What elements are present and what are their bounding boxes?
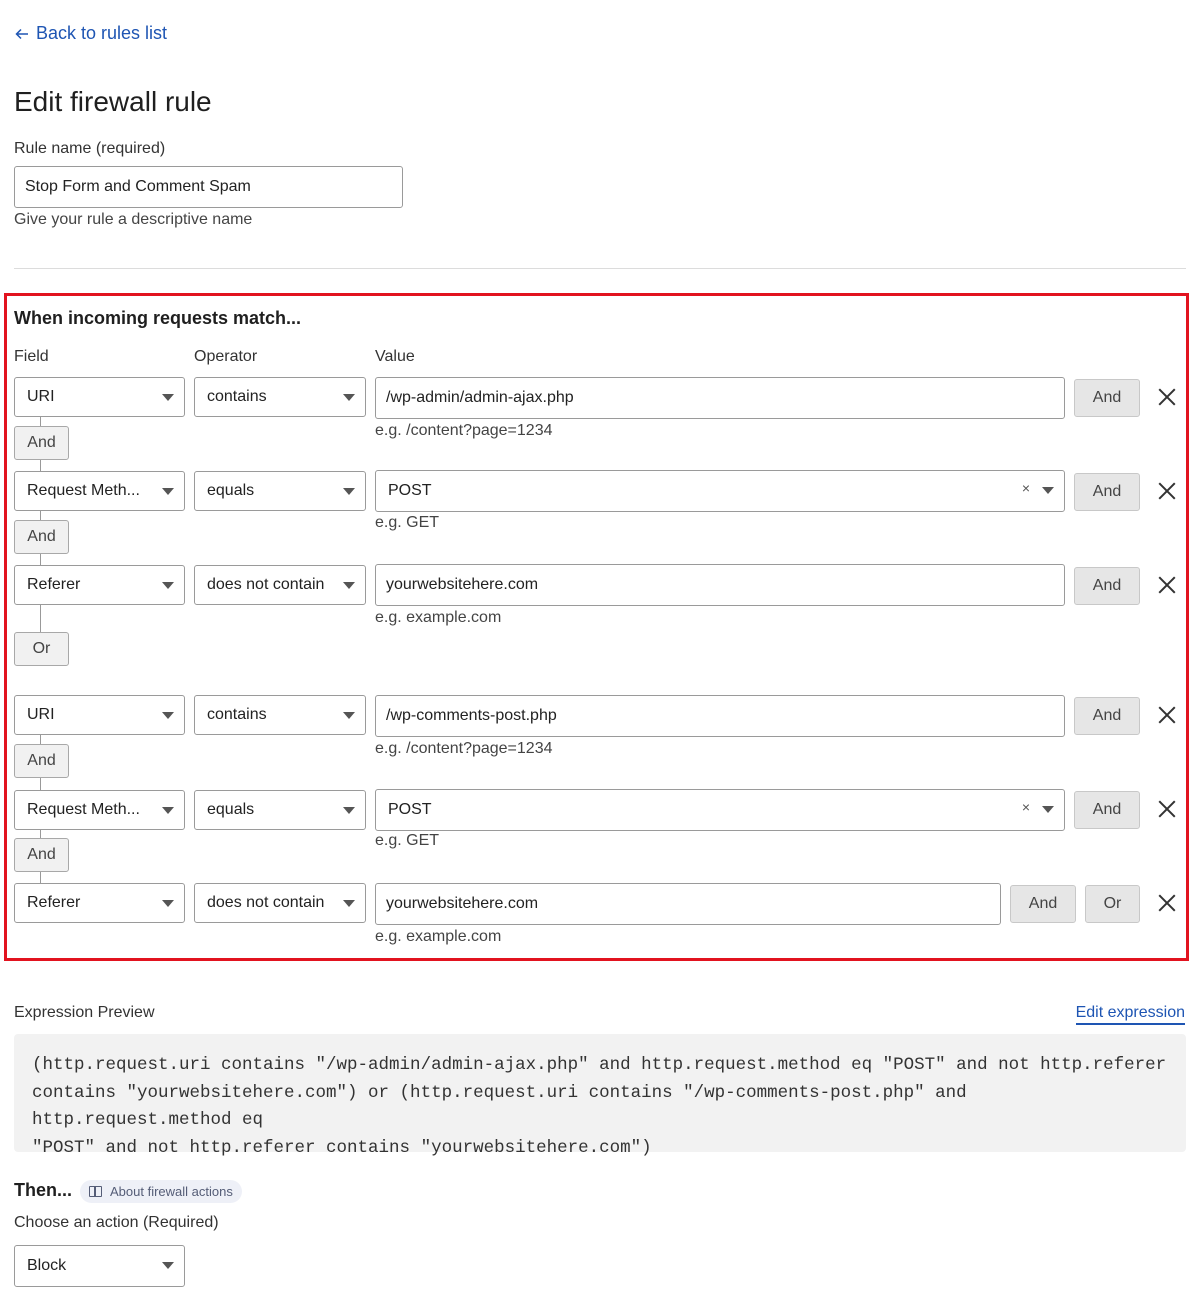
back-link-label: Back to rules list — [36, 23, 168, 43]
operator-select-value: contains — [207, 388, 267, 405]
field-select-value: Referer — [27, 894, 81, 911]
value-input[interactable]: yourwebsitehere.com — [375, 564, 1065, 606]
connector-line — [40, 778, 41, 790]
operator-select[interactable] — [194, 471, 366, 511]
value-hint: e.g. example.com — [375, 928, 502, 945]
value-select-value: POST — [388, 801, 432, 818]
add-and-button[interactable]: And — [1074, 567, 1140, 605]
action-select-value: Block — [27, 1257, 67, 1274]
dropdown-caret-icon — [1042, 487, 1054, 494]
clear-value-icon[interactable]: × — [1021, 799, 1030, 815]
field-select-value: Request Meth... — [27, 482, 140, 499]
then-section-title: Then... — [14, 1180, 72, 1200]
dropdown-caret-icon — [343, 807, 355, 814]
field-select-value: Request Meth... — [27, 801, 140, 818]
rule-name-label: Rule name (required) — [14, 140, 166, 157]
or-connector-button[interactable]: Or — [14, 632, 69, 666]
value-select[interactable] — [375, 789, 1065, 831]
value-input[interactable]: /wp-admin/admin-ajax.php — [375, 377, 1065, 419]
remove-condition-icon[interactable] — [1158, 576, 1176, 594]
remove-condition-icon[interactable] — [1158, 894, 1176, 912]
connector-line — [40, 605, 41, 632]
field-select[interactable] — [14, 471, 185, 511]
and-connector-button[interactable]: And — [14, 426, 69, 460]
rule-name-input[interactable]: Stop Form and Comment Spam — [14, 166, 403, 208]
arrow-left-icon — [14, 26, 30, 42]
field-select[interactable] — [14, 695, 185, 735]
action-select[interactable] — [14, 1245, 185, 1287]
remove-condition-icon[interactable] — [1158, 388, 1176, 406]
dropdown-caret-icon — [343, 488, 355, 495]
value-hint: e.g. GET — [375, 514, 440, 531]
field-select-value: URI — [27, 388, 55, 405]
value-hint: e.g. /content?page=1234 — [375, 422, 553, 439]
section-divider — [14, 268, 1186, 269]
operator-select[interactable] — [194, 565, 366, 605]
field-select[interactable] — [14, 377, 185, 417]
rule-name-help: Give your rule a descriptive name — [14, 211, 253, 228]
value-hint: e.g. example.com — [375, 609, 502, 626]
connector-line — [40, 735, 41, 744]
connector-line — [40, 511, 41, 520]
edit-expression-link[interactable]: Edit expression — [1076, 1004, 1185, 1025]
about-firewall-actions-label: About firewall actions — [110, 1184, 233, 1199]
expression-preview-label: Expression Preview — [14, 1004, 155, 1021]
operator-select[interactable] — [194, 377, 366, 417]
value-select-value: POST — [388, 482, 432, 499]
book-icon — [89, 1186, 102, 1197]
dropdown-caret-icon — [343, 582, 355, 589]
operator-select[interactable] — [194, 695, 366, 735]
match-section-title: When incoming requests match... — [14, 308, 302, 328]
connector-line — [40, 460, 41, 471]
operator-select-value: does not contain — [207, 576, 325, 593]
field-select[interactable] — [14, 565, 185, 605]
dropdown-caret-icon — [343, 394, 355, 401]
dropdown-caret-icon — [343, 900, 355, 907]
field-select[interactable] — [14, 883, 185, 923]
add-or-button[interactable]: Or — [1085, 885, 1140, 923]
and-connector-button[interactable]: And — [14, 744, 69, 778]
dropdown-caret-icon — [162, 807, 174, 814]
connector-line — [40, 554, 41, 565]
add-and-button[interactable]: And — [1010, 885, 1076, 923]
operator-select[interactable] — [194, 883, 366, 923]
operator-select-value: does not contain — [207, 894, 325, 911]
operator-column-header: Operator — [194, 348, 258, 365]
connector-line — [40, 830, 41, 838]
dropdown-caret-icon — [162, 488, 174, 495]
value-hint: e.g. /content?page=1234 — [375, 740, 553, 757]
about-firewall-actions-link[interactable] — [80, 1180, 242, 1203]
dropdown-caret-icon — [162, 394, 174, 401]
operator-select-value: equals — [207, 801, 255, 818]
add-and-button[interactable]: And — [1074, 379, 1140, 417]
add-and-button[interactable]: And — [1074, 473, 1140, 511]
connector-line — [40, 417, 41, 426]
dropdown-caret-icon — [1042, 806, 1054, 813]
back-to-rules-link[interactable] — [14, 23, 167, 44]
add-and-button[interactable]: And — [1074, 697, 1140, 735]
value-input[interactable]: yourwebsitehere.com — [375, 883, 1001, 925]
connector-line — [40, 872, 41, 883]
dropdown-caret-icon — [343, 712, 355, 719]
field-column-header: Field — [14, 348, 49, 365]
and-connector-button[interactable]: And — [14, 520, 69, 554]
clear-value-icon[interactable]: × — [1021, 480, 1030, 496]
expression-preview-code: (http.request.uri contains "/wp-admin/admin-ajax.php" and http.request.method eq "POST" and not http.referer contains "yourwebsitehere.com") or (http.request.uri contains "/wp-comments-post.php" and http.request.method eq "POST" and not http.referer contains "yourwebsitehere.com") — [14, 1034, 1186, 1152]
field-select[interactable] — [14, 790, 185, 830]
operator-select[interactable] — [194, 790, 366, 830]
field-select-value: Referer — [27, 576, 81, 593]
operator-select-value: contains — [207, 706, 267, 723]
value-input[interactable]: /wp-comments-post.php — [375, 695, 1065, 737]
field-select-value: URI — [27, 706, 55, 723]
remove-condition-icon[interactable] — [1158, 706, 1176, 724]
page-title: Edit firewall rule — [14, 86, 212, 117]
value-column-header: Value — [375, 348, 415, 365]
dropdown-caret-icon — [162, 900, 174, 907]
action-label: Choose an action (Required) — [14, 1214, 219, 1231]
dropdown-caret-icon — [162, 712, 174, 719]
dropdown-caret-icon — [162, 582, 174, 589]
dropdown-caret-icon — [162, 1262, 174, 1269]
remove-condition-icon[interactable] — [1158, 482, 1176, 500]
add-and-button[interactable]: And — [1074, 791, 1140, 829]
remove-condition-icon[interactable] — [1158, 800, 1176, 818]
value-select[interactable] — [375, 470, 1065, 512]
and-connector-button[interactable]: And — [14, 838, 69, 872]
value-hint: e.g. GET — [375, 832, 440, 849]
operator-select-value: equals — [207, 482, 255, 499]
